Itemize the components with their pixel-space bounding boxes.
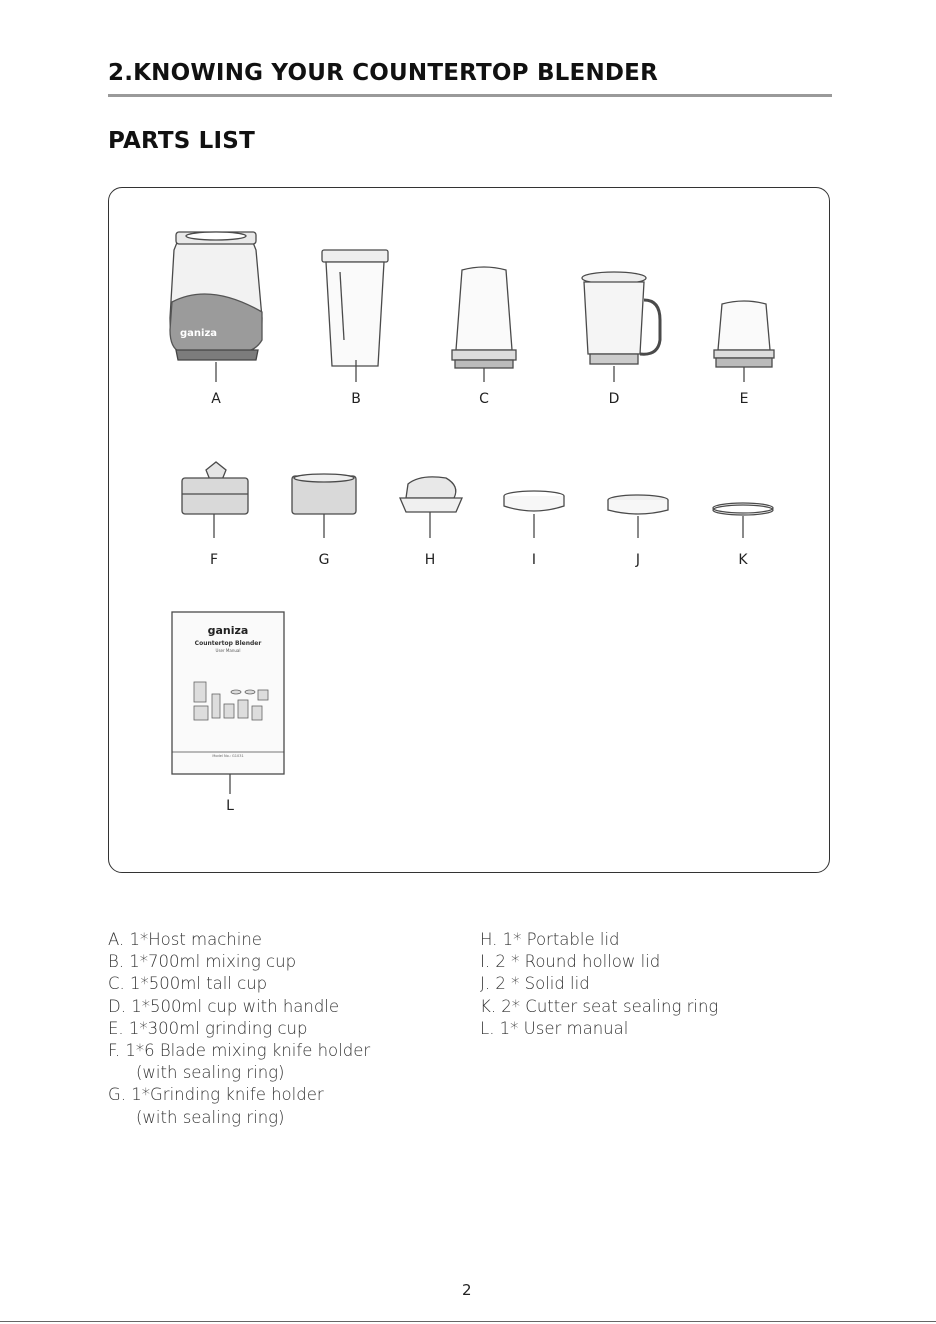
blade-holder-drawing	[182, 462, 248, 538]
mixing-cup-700ml-drawing	[322, 250, 388, 382]
host-machine-drawing	[170, 232, 262, 382]
part-label-k: K	[738, 552, 748, 568]
tall-cup-500ml-drawing	[452, 267, 516, 382]
list-item: G. 1*Grinding knife holder	[108, 1085, 324, 1105]
manual-model-text: Model No.: G1031	[212, 754, 244, 758]
section-title: 2.KNOWING YOUR COUNTERTOP BLENDER	[108, 60, 659, 86]
portable-lid-drawing	[400, 477, 462, 538]
host-machine-brand-text: ganiza	[180, 328, 218, 339]
list-item: H. 1* Portable lid	[480, 930, 620, 949]
list-item-continuation: (with sealing ring)	[136, 1063, 285, 1083]
part-label-d: D	[608, 391, 620, 407]
sealing-ring-drawing	[713, 503, 773, 538]
user-manual-drawing	[172, 612, 284, 794]
grinding-cup-300ml-drawing	[714, 301, 774, 382]
list-item: J. 2 * Solid lid	[480, 974, 590, 994]
part-label-b: B	[351, 391, 361, 407]
list-item: C. 1*500ml tall cup	[108, 974, 268, 994]
list-item: A. 1*Host machine	[108, 930, 262, 949]
manual-brand-text: ganiza	[207, 624, 249, 637]
list-item: I. 2 * Round hollow lid	[480, 952, 661, 972]
part-label-a: A	[211, 391, 221, 407]
part-label-l: L	[226, 798, 234, 814]
parts-list-title: PARTS LIST	[108, 128, 255, 154]
part-label-g: G	[318, 552, 330, 568]
page-number: 2	[462, 1281, 472, 1299]
part-label-i: I	[531, 552, 537, 568]
list-item: L. 1* User manual	[480, 1018, 629, 1038]
list-item: D. 1*500ml cup with handle	[108, 996, 340, 1016]
part-label-j: J	[635, 552, 641, 568]
round-hollow-lid-drawing	[504, 491, 564, 538]
list-item: E. 1*300ml grinding cup	[108, 1018, 308, 1038]
part-label-f: F	[209, 552, 219, 568]
bottom-rule	[0, 1321, 936, 1322]
parts-list-right	[480, 929, 718, 1040]
part-label-c: C	[479, 391, 489, 407]
manual-subtitle-text: User Manual	[215, 648, 241, 653]
parts-list-left	[108, 929, 370, 1129]
solid-lid-drawing	[608, 495, 668, 538]
cup-with-handle-drawing	[582, 272, 660, 382]
list-item: B. 1*700ml mixing cup	[108, 952, 297, 972]
list-item: K. 2* Cutter seat sealing ring	[480, 996, 719, 1016]
grinding-holder-drawing	[292, 474, 356, 538]
manual-title-text: Countertop Blender	[194, 640, 262, 647]
part-label-e: E	[739, 391, 749, 407]
part-label-h: H	[424, 552, 436, 568]
list-item-continuation: (with sealing ring)	[136, 1107, 285, 1127]
list-item: F. 1*6 Blade mixing knife holder	[108, 1041, 371, 1061]
